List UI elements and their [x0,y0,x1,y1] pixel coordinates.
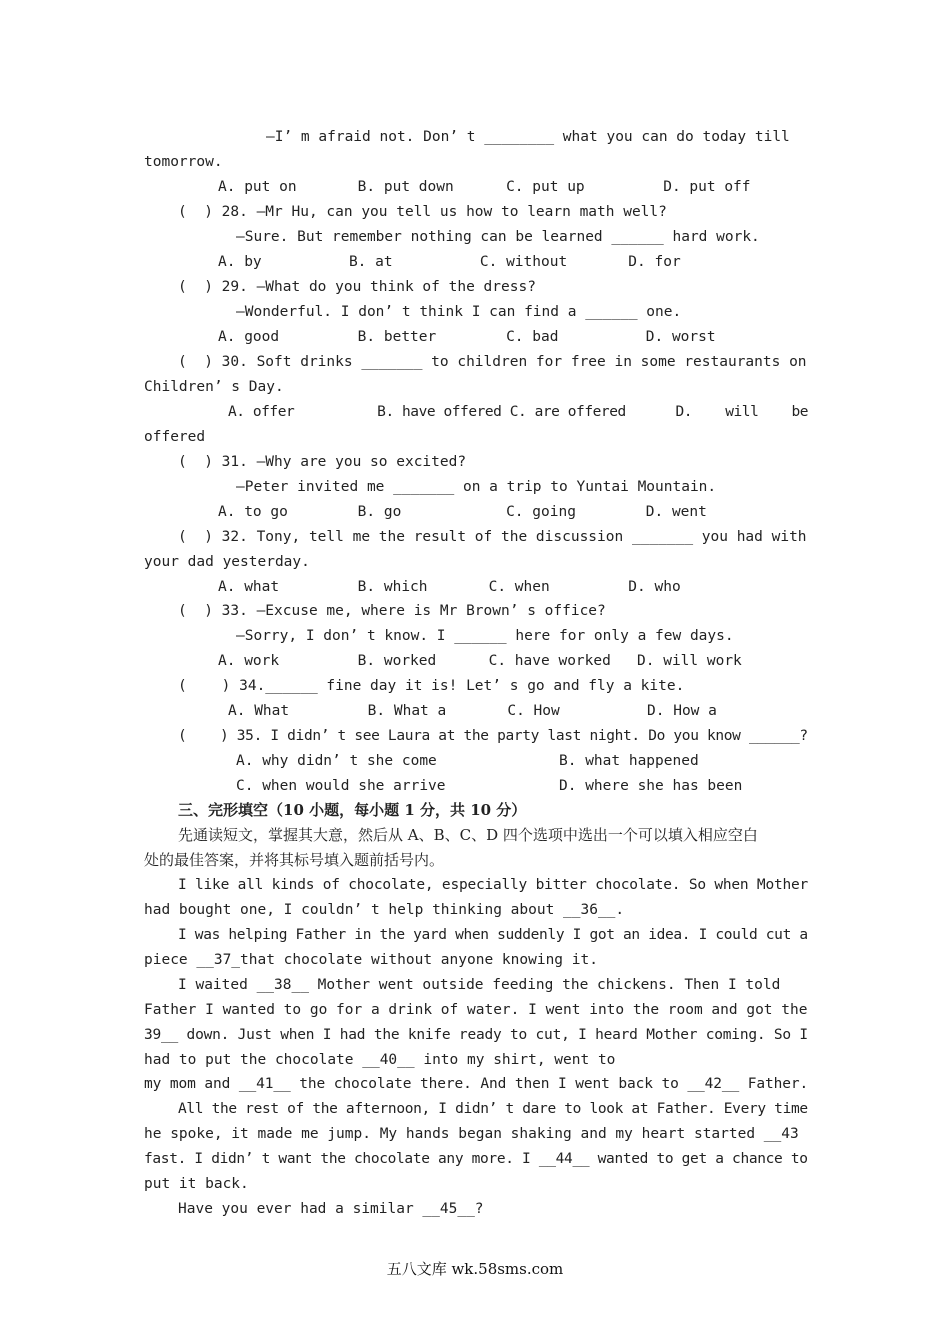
q27-line-1: —I’ m afraid not. Don’ t ________ what you can do today till [266,129,790,145]
q31-stem: ( ) 31. —Why are you so excited? [178,454,467,470]
passage-line-14: Have you ever had a similar __45__? [178,1201,484,1217]
q33-reply: —Sorry, I don’ t know. I ______ here for only a few days. [236,628,734,644]
passage-line-4: piece __37_that chocolate without anyone knowing it. [144,952,598,968]
q29-options: A. good B. better C. bad D. worst [218,329,716,345]
q32-stem: ( ) 32. Tony, tell me the result of the discussion _______ you had with [178,529,807,545]
passage-line-9: my mom and __41__ the chocolate there. And then I went back to __42__ Father. [144,1076,809,1092]
passage-line-1: I like all kinds of chocolate, especially bitter chocolate. So when Mother [178,877,809,893]
section-heading: 三、完形填空（10 小题，每小题 1 分，共 10 分） [178,801,527,819]
q30-stem: ( ) 30. Soft drinks _______ to children for free in some restaurants on [178,354,807,370]
q29-reply: —Wonderful. I don’ t think I can find a ______ one. [236,304,682,320]
q28-options: A. by B. at C. without D. for [218,254,681,270]
q33-stem: ( ) 33. —Excuse me, where is Mr Brown’ s office? [178,603,606,619]
q35-options-cd: C. when would she arrive D. where she has been [236,778,743,794]
passage-line-5: I waited __38__ Mother went outside feeding the chickens. Then I told [178,977,781,993]
passage-line-3: I was helping Father in the yard when suddenly I got an idea. I could cut a [178,927,808,943]
q34-options: A. What B. What a C. How D. How a [228,703,717,719]
page-footer: 五八文库 wk.58sms.com [386,1260,564,1278]
passage-line-8: had to put the chocolate __40__ into my shirt, went to [144,1052,616,1068]
passage-line-12: fast. I didn’ t want the chocolate any more. I __44__ wanted to get a chance to [144,1151,808,1167]
q35-options-ab: A. why didn’ t she come B. what happened [236,753,699,769]
passage-line-6: Father I wanted to go for a drink of water. I went into the room and got the [144,1002,808,1018]
q35-stem: ( ) 35. I didn’ t see Laura at the party last night. Do you know ______? [178,728,808,744]
q28-stem: ( ) 28. —Mr Hu, can you tell us how to learn math well? [178,204,667,220]
q34-stem: ( ) 34.______ fine day it is! Let’ s go and fly a kite. [178,678,685,694]
q30-options-cont: offered [144,429,206,445]
passage-line-10: All the rest of the afternoon, I didn’ t dare to look at Father. Every time [178,1101,808,1117]
section-instructions-1: 先通读短文，掌握其大意，然后从 A、B、C、D 四个选项中选出一个可以填入相应空白 [178,826,758,844]
q29-stem: ( ) 29. —What do you think of the dress? [178,279,536,295]
q31-options: A. to go B. go C. going D. went [218,504,707,520]
q27-line-2: tomorrow. [144,154,223,170]
q33-options: A. work B. worked C. have worked D. will work [218,653,742,669]
q32-options: A. what B. which C. when D. who [218,579,681,595]
q27-options: A. put on B. put down C. put up D. put off [218,179,751,195]
q30-stem-cont: Children’ s Day. [144,379,284,395]
passage-line-2: had bought one, I couldn’ t help thinking about __36__. [144,902,625,918]
q30-options: A. offer B. have offered C. are offered D. will be [228,404,809,420]
q28-reply: —Sure. But remember nothing can be learned ______ hard work. [236,229,760,245]
section-instructions-2: 处的最佳答案，并将其标号填入题前括号内。 [144,851,445,869]
q32-stem-cont: your dad yesterday. [144,554,310,570]
passage-line-13: put it back. [144,1176,249,1192]
passage-line-11: he spoke, it made me jump. My hands began shaking and my heart started __43 [144,1126,799,1142]
passage-line-7: 39__ down. Just when I had the knife ready to cut, I heard Mother coming. So I [144,1027,808,1043]
q31-reply: —Peter invited me _______ on a trip to Yuntai Mountain. [236,479,717,495]
